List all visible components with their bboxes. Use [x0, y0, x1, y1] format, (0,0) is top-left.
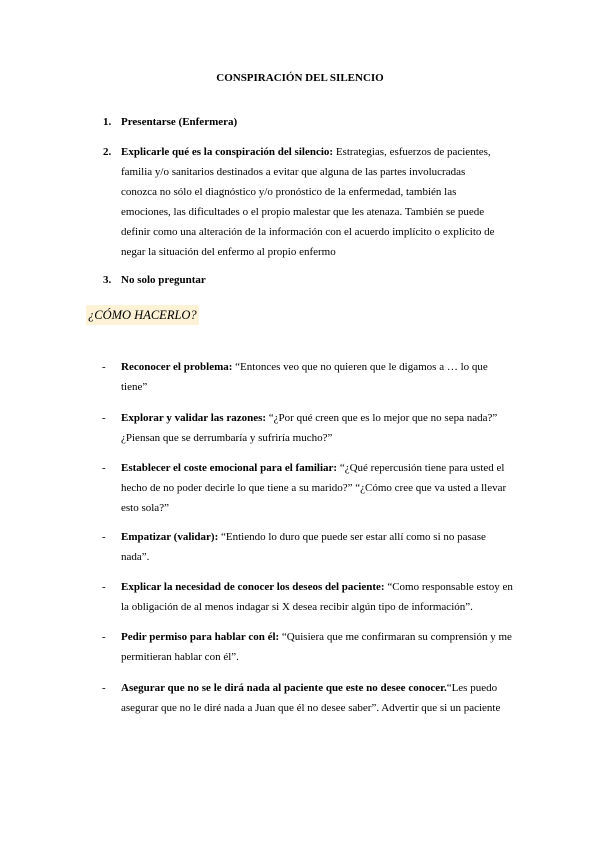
document-title: CONSPIRACIÓN DEL SILENCIO — [216, 72, 384, 84]
item-bold-text: Explicar la necesidad de conocer los deseos del paciente: — [121, 581, 385, 593]
item-body — [121, 678, 516, 718]
numbered-item-1 — [103, 112, 503, 132]
item-body — [121, 458, 516, 518]
section-heading: ¿CÓMO HACERLO? — [86, 305, 199, 325]
dash-item-1 — [102, 357, 516, 397]
item-body — [121, 527, 516, 567]
item-body — [121, 627, 516, 667]
item-number: 1. — [103, 116, 112, 128]
dash-bullet: - — [102, 412, 106, 424]
item-text: “¿Por qué creen que es lo mejor que no sepa nada?” ¿Piensan que se derrumbaría y sufriría mucho?” — [121, 412, 498, 444]
item-body — [121, 408, 516, 448]
item-text: “Quisiera que me confirmaran su comprensión y me permitieran hablar con él”. — [121, 631, 512, 663]
item-bold-text: Explicarle qué es la conspiración del silencio: — [121, 146, 334, 158]
dash-bullet: - — [102, 682, 106, 694]
item-text: Estrategias, esfuerzos de pacientes, familia y/o sanitarios destinados a evitar que alguna de las partes involucradas conozca no sólo el diagnóstico y/o pronóstico de la enfermedad, también las emociones, las dificultades o el propio malestar que les atenaza. También se puede definir como una alteración de la información con el acuerdo implícito o explícito de negar la situación del enfermo al propio enfermo — [121, 146, 495, 258]
item-body — [121, 577, 516, 617]
item-text: “Entonces veo que no quieren que le digamos a … lo que tiene” — [121, 361, 488, 393]
item-bold-text: Pedir permiso para hablar con él: — [121, 631, 280, 643]
item-body — [121, 357, 516, 397]
item-body — [121, 270, 503, 290]
dash-item-7 — [102, 678, 516, 718]
numbered-item-3 — [103, 270, 503, 290]
item-body — [121, 142, 503, 262]
dash-bullet: - — [102, 631, 106, 643]
item-bold-text: Presentarse (Enfermera) — [121, 116, 238, 128]
item-bold-text: Asegurar que no se le dirá nada al paciente que este no desee conocer. — [121, 682, 447, 694]
dash-bullet: - — [102, 462, 106, 474]
item-number: 3. — [103, 274, 112, 286]
dash-bullet: - — [102, 531, 106, 543]
dash-bullet: - — [102, 361, 106, 373]
item-bold-text: Explorar y validar las razones: — [121, 412, 267, 424]
item-bold-text: Establecer el coste emocional para el familiar: — [121, 462, 338, 474]
item-text: “Les puedo asegurar que no le diré nada a Juan que él no desee saber”. Advertir que si un paciente — [121, 682, 501, 714]
item-text: “Como responsable estoy en la obligación de al menos indagar si X desea recibir algún tipo de información”. — [121, 581, 513, 613]
dash-item-4 — [102, 527, 516, 567]
dash-item-6 — [102, 627, 516, 667]
dash-bullet: - — [102, 581, 106, 593]
item-text: “¿Qué repercusión tiene para usted el hecho de no poder decirle lo que tiene a su marido?” “¿Cómo cree que va usted a llevar esto sola?” — [121, 462, 507, 514]
item-body — [121, 112, 503, 132]
item-bold-text: Reconocer el problema: — [121, 361, 233, 373]
item-bold-text: Empatizar (validar): — [121, 531, 219, 543]
dash-item-2 — [102, 408, 516, 448]
dash-item-3 — [102, 458, 516, 518]
item-number: 2. — [103, 146, 112, 158]
item-text: “Entiendo lo duro que puede ser estar allí como si no pasase nada”. — [121, 531, 486, 563]
item-bold-text: No solo preguntar — [121, 274, 206, 286]
numbered-item-2 — [103, 142, 503, 262]
dash-item-5 — [102, 577, 516, 617]
